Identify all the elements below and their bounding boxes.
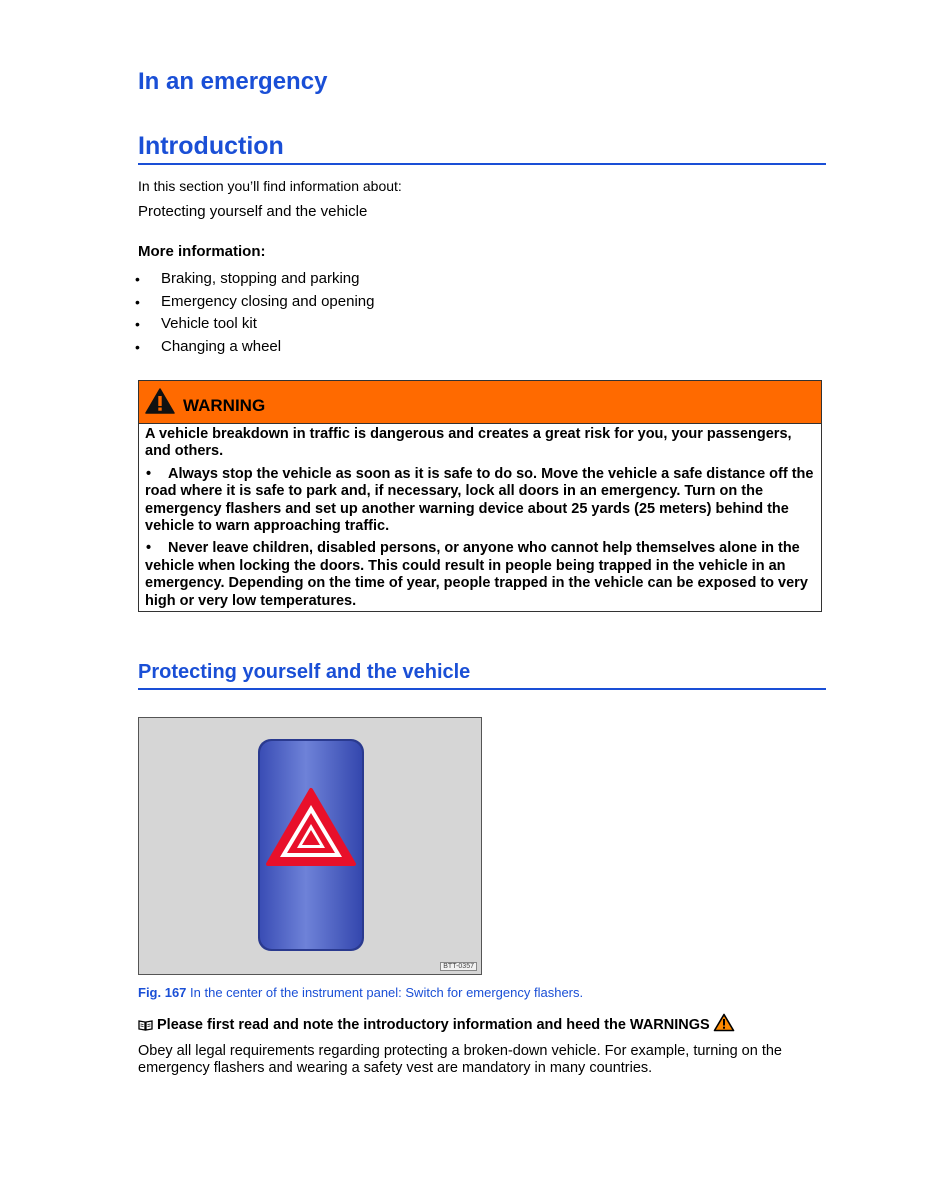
figure-code: BTT-0357 bbox=[440, 962, 477, 971]
warning-box bbox=[138, 380, 822, 612]
intro-text: In this section you’ll find information about: bbox=[138, 178, 402, 194]
more-info-item[interactable]: • Vehicle tool kit bbox=[138, 313, 374, 336]
warning-intro: A vehicle breakdown in traffic is dangerous and creates a great risk for you, your passengers, and others. bbox=[145, 426, 792, 460]
body-paragraph: Obey all legal requirements regarding protecting a broken-down vehicle. For example, turning on the emergency flashers and wearing a safety vest are mandatory in many countries. bbox=[138, 1043, 782, 1077]
figure-number: Fig. 167 bbox=[138, 985, 187, 1000]
chapter-title: In an emergency bbox=[138, 68, 328, 95]
read-note bbox=[138, 1013, 735, 1033]
more-info-heading: More information: bbox=[138, 243, 266, 260]
small-warning-triangle-icon[interactable] bbox=[713, 1013, 735, 1032]
read-note-text: Please first read and note the introductory information and heed the WARNINGS bbox=[157, 1017, 710, 1033]
caption-text: In the center of the instrument panel: Switch for emergency flashers. bbox=[186, 985, 584, 1000]
more-info-item[interactable]: • Braking, stopping and parking bbox=[138, 268, 374, 291]
subsection-title: Protecting yourself and the vehicle bbox=[138, 661, 826, 690]
warning-title: WARNING bbox=[183, 396, 266, 415]
warning-body bbox=[139, 424, 821, 610]
warning-bullet bbox=[145, 540, 815, 610]
warning-triangle-icon bbox=[145, 388, 175, 414]
book-icon bbox=[138, 1019, 153, 1031]
warning-bullet bbox=[145, 466, 815, 536]
section-link[interactable]: Protecting yourself and the vehicle bbox=[138, 203, 368, 220]
more-info-item[interactable]: • Emergency closing and opening bbox=[138, 291, 374, 314]
figure-caption bbox=[138, 985, 583, 1000]
more-info-item[interactable]: • Changing a wheel bbox=[138, 336, 374, 359]
section-title: Introduction bbox=[138, 132, 826, 165]
warning-bullet-text: Never leave children, disabled persons, or anyone who cannot help themselves alone in the vehicle when locking the doors. This could result in people being trapped in the vehicle in an emergency. Depending on the time of year, people trapped in the vehicle can be exposed to very high or very low temperatures. bbox=[145, 540, 808, 609]
more-info-list bbox=[138, 268, 374, 359]
warning-bullet-text: Always stop the vehicle as soon as it is safe to do so. Move the vehicle a safe distance off the road where it is safe to park and, if necessary, lock all doors in an emergency. Turn on the emergency flashers and set up another warning device about 25 yards (25 meters) behind the vehicle to warn approaching traffic. bbox=[145, 465, 814, 535]
warning-header bbox=[139, 381, 821, 424]
hazard-switch-illustration bbox=[139, 718, 481, 974]
figure bbox=[138, 717, 482, 975]
